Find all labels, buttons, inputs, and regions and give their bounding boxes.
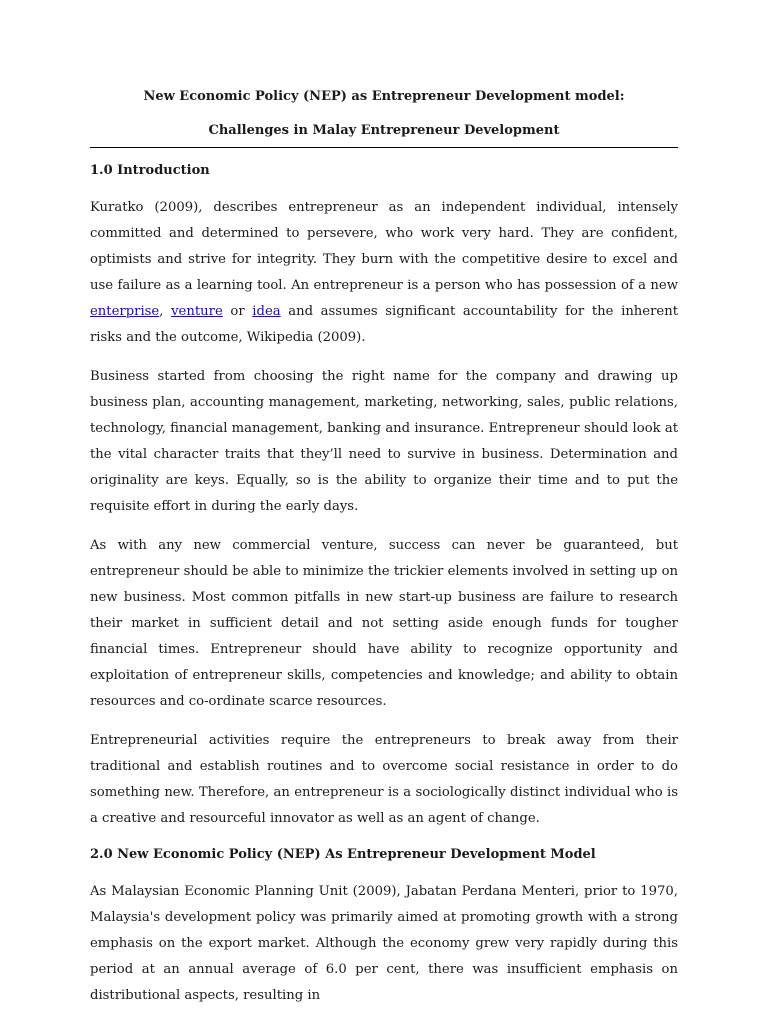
venture-link[interactable]: venture <box>171 304 223 319</box>
paragraph-1 <box>90 195 678 351</box>
title-underline-rule <box>90 147 678 148</box>
idea-link[interactable]: idea <box>252 304 281 319</box>
document-title-line-1: New Economic Policy (NEP) as Entrepreneur Development model: <box>143 89 625 104</box>
paragraph-4: Entrepreneurial activities require the entrepreneurs to break away from their traditional and establish routines and to overcome social resistance in order to do something new. Therefore, an entrepreneur is a sociologically distinct individual who is a creative and resourceful innovator as well as an agent of change. <box>90 733 678 826</box>
document-title-line-2: Challenges in Malay Entrepreneur Development <box>208 123 560 138</box>
section-1-heading: 1.0 Introduction <box>90 163 210 178</box>
link-separator-2: or <box>222 304 253 319</box>
link-separator-1: , <box>159 304 172 319</box>
section-2-heading: 2.0 New Economic Policy (NEP) As Entrepreneur Development Model <box>90 847 596 862</box>
paragraph-5: As Malaysian Economic Planning Unit (2009), Jabatan Perdana Menteri, prior to 1970, Malaysia's development policy was primarily aimed at promoting growth with a strong emphasis on the export market. Although the economy grew very rapidly during this period at an annual average of 6.0 per cent, there was insufficient emphasis on distributional aspects, resulting in <box>90 884 678 1003</box>
paragraph-3: As with any new commercial venture, success can never be guaranteed, but entrepreneur should be able to minimize the trickier elements involved in setting up on new business. Most common pitfalls in new start-up business are failure to research their market in sufficient detail and not setting aside enough funds for tougher financial times. Entrepreneur should have ability to recognize opportunity and exploitation of entrepreneur skills, competencies and knowledge; and ability to obtain resources and co-ordinate scarce resources. <box>90 538 678 709</box>
paragraph-2: Business started from choosing the right name for the company and drawing up business plan, accounting management, marketing, networking, sales, public relations, technology, financial management, banking and insurance. Entrepreneur should look at the vital character traits that they’ll need to survive in business. Determination and originality are keys. Equally, so is the ability to organize their time and to put the requisite effort in during the early days. <box>90 369 678 514</box>
paragraph-1-text-end: and assumes significant accountability for the inherent risks and the outcome, Wikipedia (2009). <box>90 304 679 345</box>
enterprise-link[interactable]: enterprise <box>90 304 160 319</box>
paragraph-1-text-start: Kuratko (2009), describes entrepreneur as an independent individual, intensely committed and determined to persevere, who work very hard. They are confident, optimists and strive for integrity. They burn with the competitive desire to excel and use failure as a learning tool. An entrepreneur is a person who has possession of a new <box>90 200 678 293</box>
